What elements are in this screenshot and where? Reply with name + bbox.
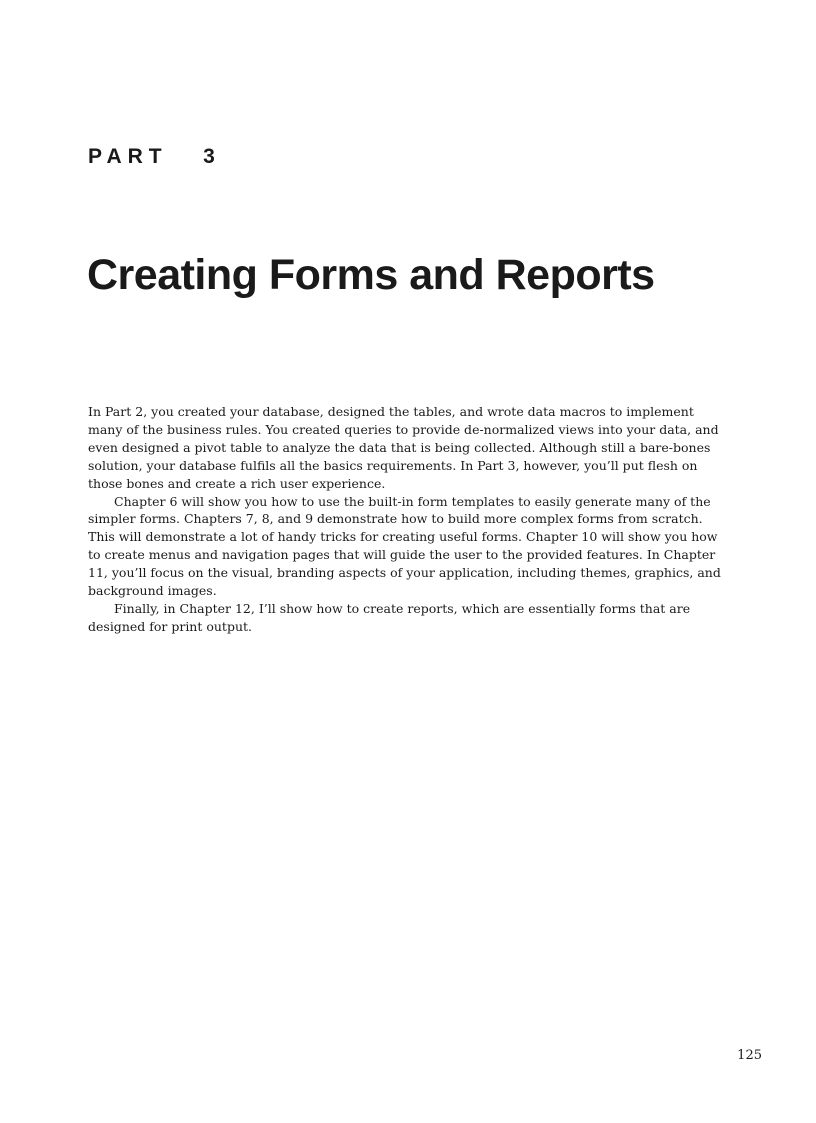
chapter-title: Creating Forms and Reports	[87, 251, 655, 299]
page-number: 125	[737, 1048, 762, 1063]
paragraph-chapters: Chapter 6 will show you how to use the built-in form templates to easily generate many of the simpler forms. Chapters 7, 8, and 9 demonstrate how to build more complex forms from scratch. This will demonstrate a lot of handy tricks for creating useful forms. Chapter 10 will show you how to create menus and navigation pages that will guide the user to the provided features. In Chapter 11, you’ll focus on the visual, branding aspects of your application, including themes, graphics, and background images.	[88, 493, 721, 599]
paragraph-intro: In Part 2, you created your database, designed the tables, and wrote data macros to implement many of the business rules. You created queries to provide de-normalized views into your data, and even designed a pivot table to analyze the data that is being collected. Although still a bare-bones solution, your database fulfils all the basics requirements. In Part 3, however, you’ll put flesh on those bones and create a rich user experience.	[88, 404, 719, 491]
part-label: PART 3	[88, 145, 221, 168]
body-text	[88, 403, 731, 636]
paragraph-finally: Finally, in Chapter 12, I’ll show how to create reports, which are essentially forms that are designed for print output.	[88, 600, 691, 634]
